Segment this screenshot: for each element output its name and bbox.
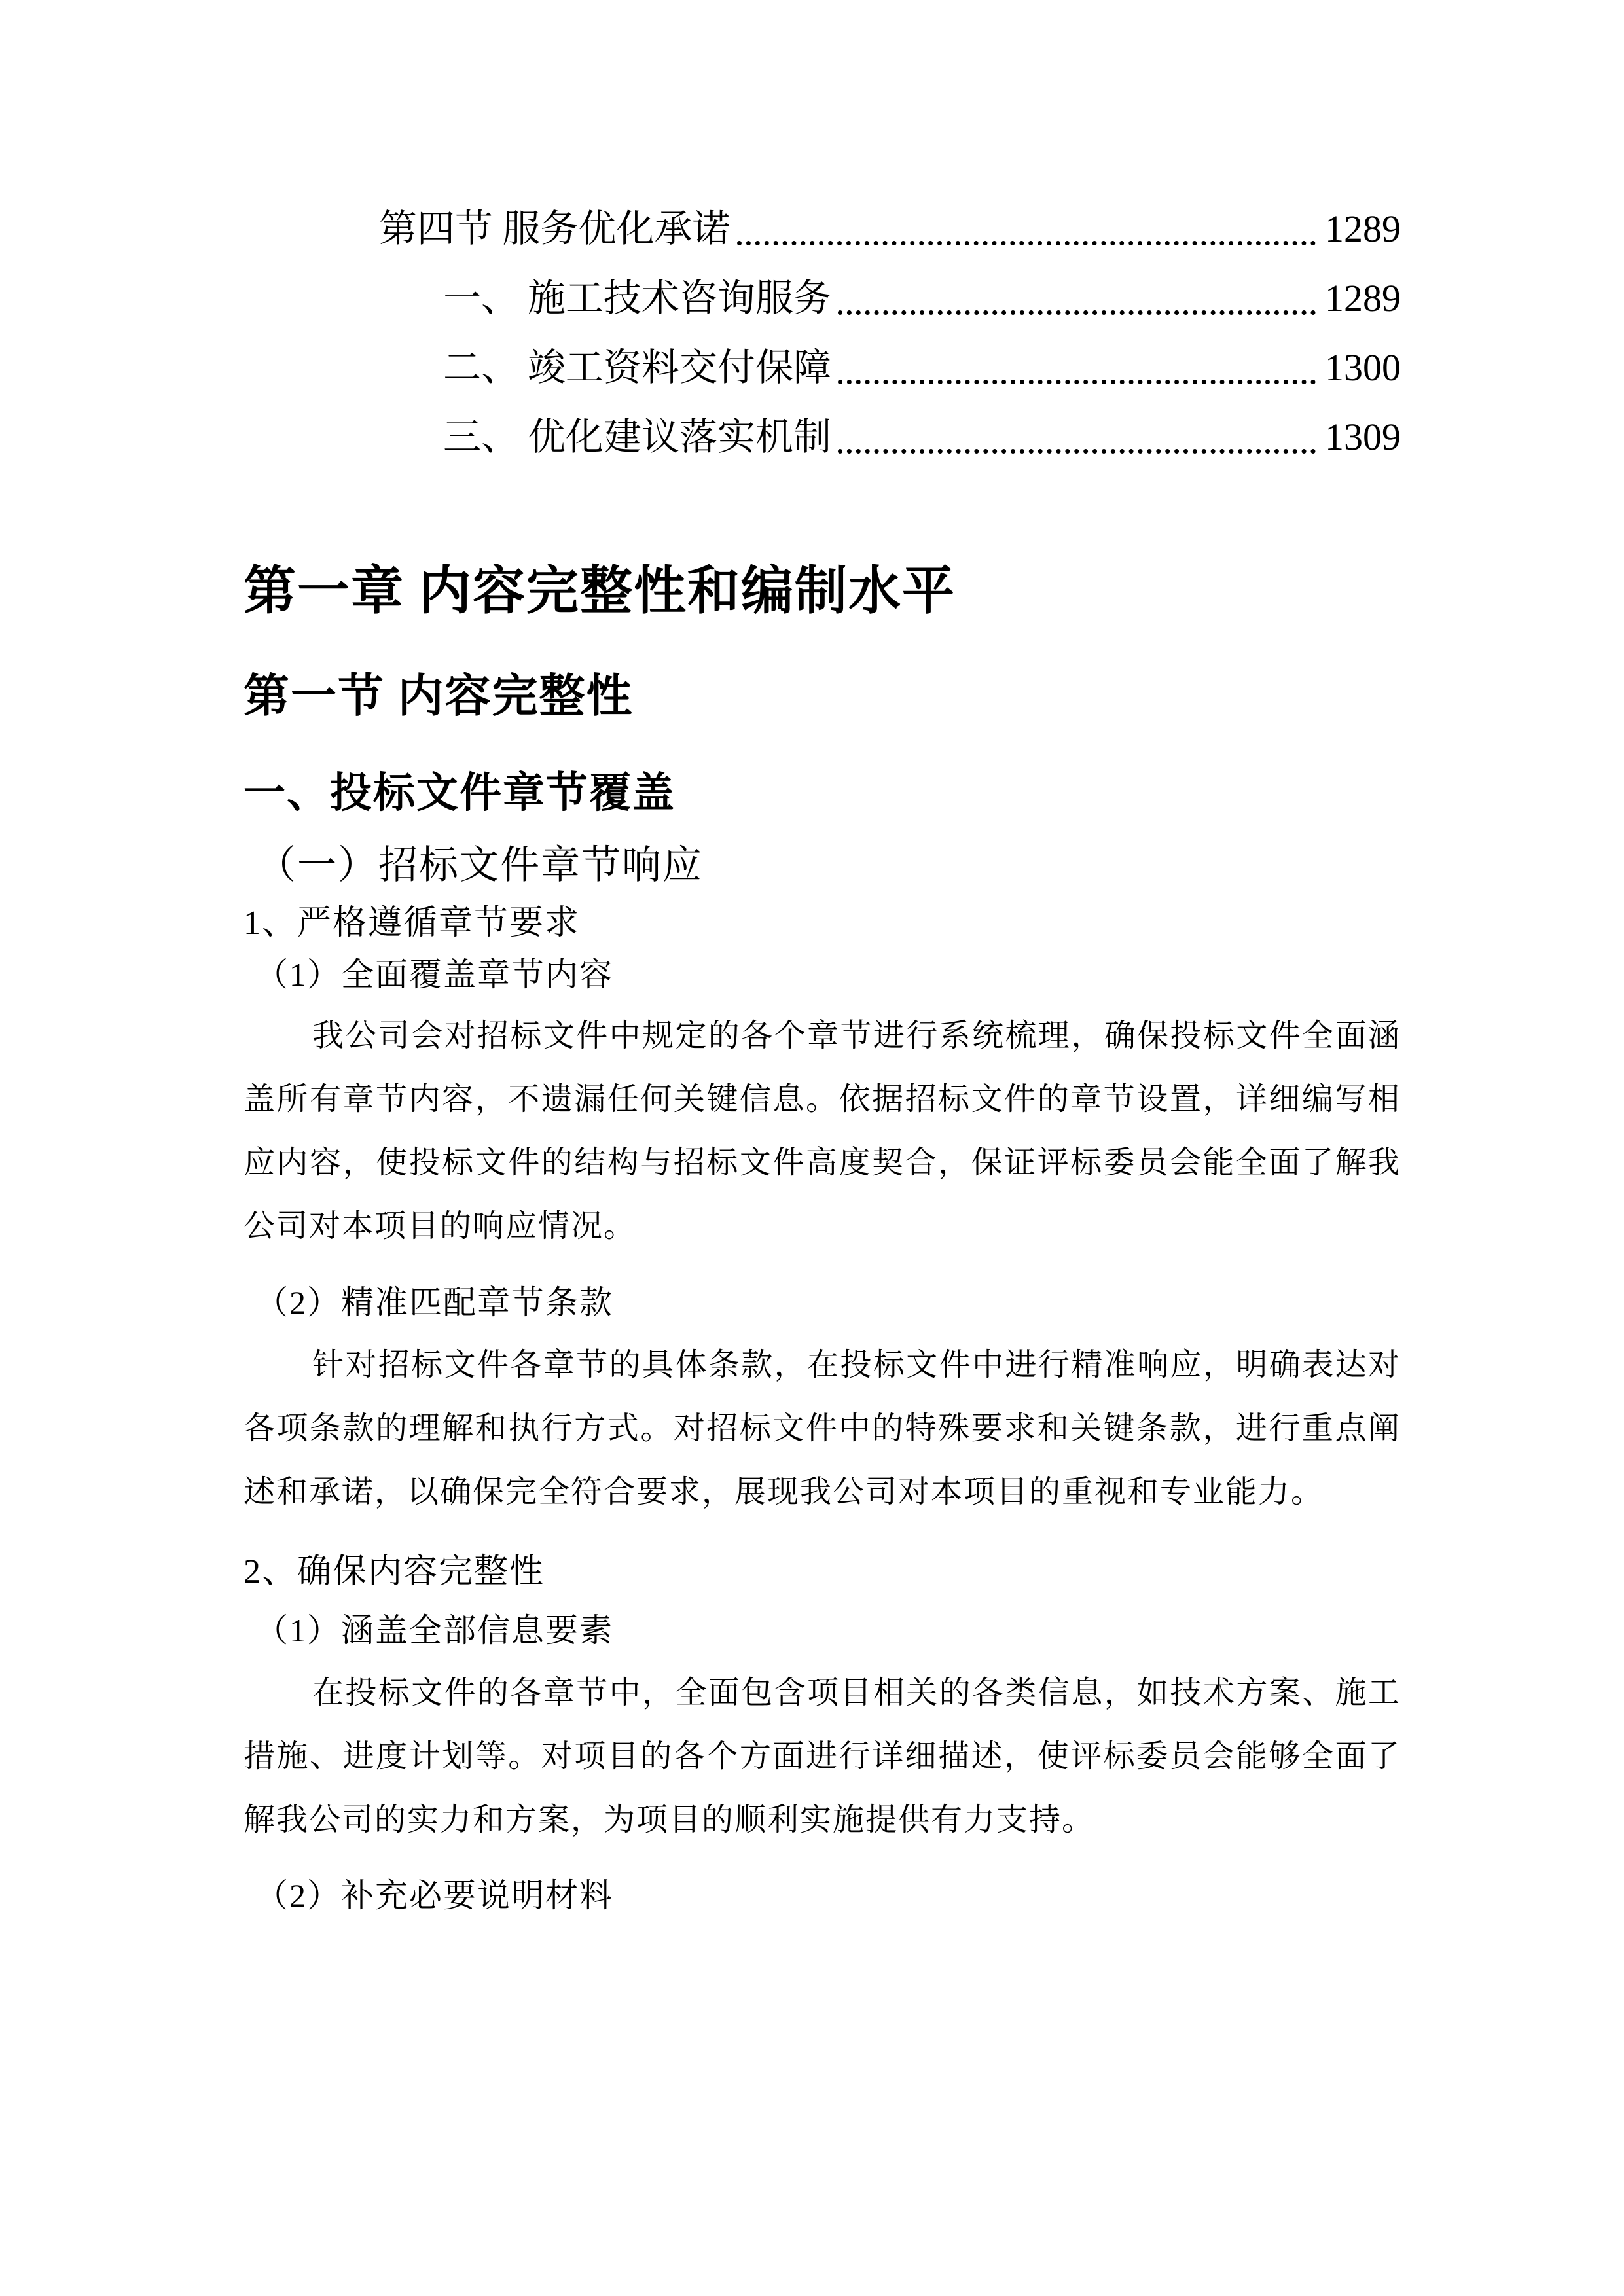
toc-entry-label: 优化建议落实机制 — [528, 416, 832, 458]
toc-entry[interactable] — [244, 278, 1401, 347]
toc-entry-number: 一、 — [443, 277, 520, 319]
section-heading: 第一节 内容完整性 — [244, 672, 634, 722]
toc-page-number: 1289 — [1325, 207, 1401, 250]
toc-page-number: 1289 — [1325, 277, 1401, 319]
toc-leader-dots — [838, 347, 1316, 384]
point-heading-2: 2、确保内容完整性 — [244, 1553, 545, 1590]
body-paragraph-3: 在投标文件的各章节中，全面包含项目相关的各类信息，如技术方案、施工措施、进度计划等。对项目的各个方面进行详细描述，使评标委员会能够全面了解我公司的实力和方案，为项目的顺利实施提供有力支持。 — [244, 1676, 1401, 1837]
toc-leader-dots — [838, 416, 1316, 454]
toc-entry-label: 施工技术咨询服务 — [528, 277, 832, 319]
toc-entry[interactable] — [244, 347, 1401, 416]
toc-entry-number: 二、 — [443, 346, 520, 389]
toc-leader-dots — [838, 278, 1316, 315]
chapter-heading: 第一章 内容完整性和编制水平 — [244, 563, 956, 620]
subsection-heading-1-1: （一）招标文件章节响应 — [257, 844, 703, 887]
toc — [244, 208, 1401, 486]
toc-entry-label: 第四节 服务优化承诺 — [379, 207, 731, 250]
toc-page-number: 1300 — [1325, 346, 1401, 389]
toc-entry-number: 三、 — [443, 416, 520, 458]
toc-entry[interactable] — [244, 416, 1401, 486]
subpoint-heading-1-1: （1）全面覆盖章节内容 — [255, 956, 613, 993]
toc-leader-dots — [737, 208, 1316, 245]
toc-entry[interactable] — [244, 208, 1401, 278]
subpoint-heading-1-2: （2）精准匹配章节条款 — [255, 1284, 613, 1321]
body-paragraph-2: 针对招标文件各章节的具体条款，在投标文件中进行精准响应，明确表达对各项条款的理解和执行方式。对招标文件中的特殊要求和关键条款，进行重点阐述和承诺，以确保完全符合要求，展现我公司对本项目的重视和专业能力。 — [244, 1348, 1401, 1509]
toc-page-number: 1309 — [1325, 416, 1401, 458]
toc-entry-label: 竣工资料交付保障 — [528, 346, 832, 389]
subpoint-heading-2-1: （1）涵盖全部信息要素 — [255, 1612, 613, 1649]
subsection-heading-1: 一、投标文件章节覆盖 — [244, 770, 676, 816]
body-paragraph-1: 我公司会对招标文件中规定的各个章节进行系统梳理，确保投标文件全面涵盖所有章节内容，不遗漏任何关键信息。依据招标文件的章节设置，详细编写相应内容，使投标文件的结构与招标文件高度契合，保证评标委员会能全面了解我公司对本项目的响应情况。 — [244, 1018, 1401, 1244]
subpoint-heading-2-2: （2）补充必要说明材料 — [255, 1877, 613, 1914]
point-heading-1: 1、严格遵循章节要求 — [244, 905, 581, 942]
